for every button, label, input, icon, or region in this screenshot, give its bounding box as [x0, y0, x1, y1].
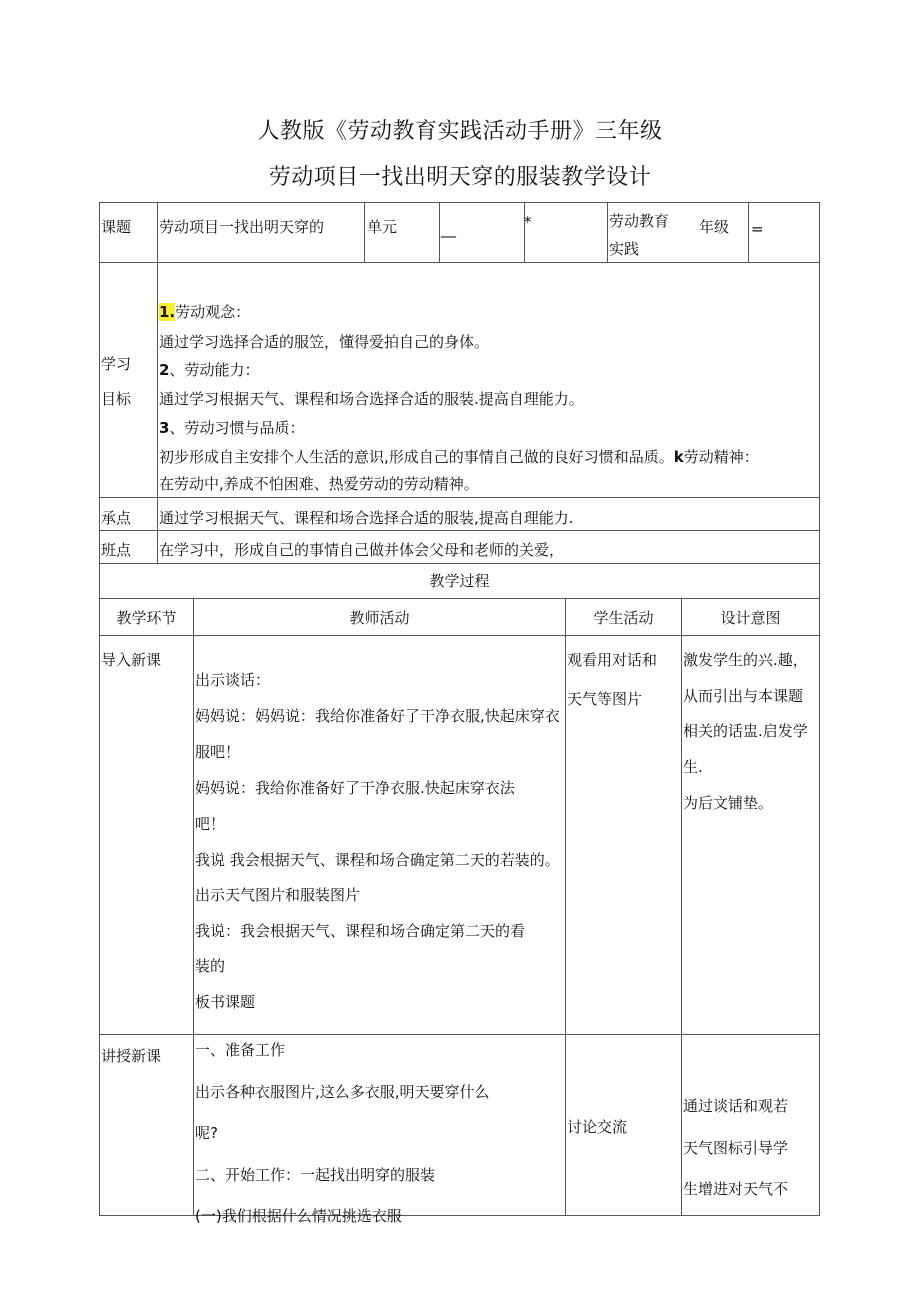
teach-teacher-line: 出示各种衣服图片,这么多衣服,明天要穿什么: [195, 1083, 490, 1101]
teach-teacher-line: 呢?: [195, 1124, 218, 1142]
intro-design-line: 从而引出与本课题: [683, 687, 804, 705]
intro-design-line: 激发学生的兴.趣，: [683, 651, 808, 669]
intro-teacher-line: 妈妈说：妈妈说：我给你准备好了干净衣服,快起床穿衣: [195, 707, 560, 725]
teach-design-line: 通过谈话和观若: [683, 1097, 789, 1115]
teach-teacher-line: 二、开始工作：一起找出明穿的服装: [195, 1166, 436, 1184]
intro-teacher-line: 我说 我会根据天气、课程和场合确定第二天的若装的。: [195, 851, 560, 869]
difficult-point-text: 在学习中，形成自己的事情自己做并体会父母和老师的关爱，: [159, 541, 565, 559]
intro-teacher-line: 妈妈说：我给你准备好了干净衣服.快起床穿衣法: [195, 779, 515, 797]
objective-3-k: k: [673, 448, 684, 466]
intro-teacher-line: 吧！: [195, 815, 226, 833]
teach-stage: 讲授新课: [101, 1047, 162, 1065]
process-header: 教学过程: [429, 572, 490, 590]
teach-teacher-line: (一)我们根据什么情况挑选衣服: [195, 1207, 402, 1225]
intro-student-line: 观看用对话和: [567, 651, 658, 669]
objectives-label-line2: 目标: [101, 390, 132, 408]
objective-2-heading: [159, 361, 259, 379]
col-header-stage: 教学环节: [116, 609, 177, 627]
unit-value: __: [441, 220, 456, 238]
objective-3-text-c: 在劳动中,养成不怕困难、热爱劳动的劳动精神。: [159, 475, 479, 493]
objective-1-heading: [159, 303, 250, 321]
unit-label: 单元: [367, 218, 398, 236]
intro-teacher-line: 装的: [195, 957, 226, 975]
intro-teacher-line: 我说：我会根据天气、课程和场合确定第二天的看: [195, 922, 526, 940]
grade-label: 年级: [699, 218, 730, 236]
intro-design-line: 相关的话盅.启发学: [683, 722, 808, 740]
objective-3-title: 、劳动习惯与品质：: [169, 419, 305, 437]
col-header-student: 学生活动: [593, 609, 654, 627]
col-header-design: 设计意图: [720, 609, 781, 627]
document-title-line1: 人教版《劳动教育实践活动手册》三年级: [257, 119, 663, 144]
teach-design-line: 生增进对天气不: [683, 1180, 789, 1198]
teach-teacher-line: 一、准备工作: [195, 1041, 286, 1059]
objective-3-text-a: 初步形成自主安排个人生活的意识,形成自己的事情自己做的良好习惯和品质。: [159, 448, 674, 466]
intro-stage: 导入新课: [101, 651, 162, 669]
objective-1-number: 1.: [159, 303, 176, 321]
objective-3-text: [159, 448, 759, 466]
objective-1-title: 劳动观念：: [175, 303, 251, 321]
lesson-label: 课题: [101, 218, 132, 236]
subject-line2: 实践: [609, 240, 640, 258]
objective-1-text: 通过学习选择合适的服笠，懂得爱拍自己的身体。: [159, 333, 490, 351]
objective-2-title: 、劳动能力：: [169, 361, 260, 379]
asterisk-mark: *: [524, 213, 532, 231]
intro-design-line: 生.: [683, 758, 703, 776]
objective-2-number: 2: [159, 361, 170, 379]
lesson-value: 劳动项目一找出明天穿的: [159, 218, 325, 236]
key-point-label: 承点: [101, 509, 132, 527]
objective-2-text: 通过学习根据天气、课程和场合选择合适的服装.提高自理能力。: [159, 390, 584, 408]
key-point-text: 通过学习根据天气、课程和场合选择合适的服装,提高自理能力.: [159, 509, 574, 527]
objective-3-text-b: 劳动精神：: [683, 448, 759, 466]
grade-value: =: [751, 220, 764, 238]
objective-3-heading: [159, 419, 304, 437]
intro-design-line: 为后文铺垫。: [683, 794, 774, 812]
teach-teacher-line-clipped: [195, 1207, 402, 1225]
col-header-teacher: 教师活动: [349, 609, 410, 627]
intro-student-line: 天气等图片: [567, 690, 643, 708]
intro-teacher-line: 出示天气图片和服装图片: [195, 886, 361, 904]
objectives-label-line1: 学习: [101, 355, 132, 373]
subject-line1: 劳动教育: [609, 212, 670, 230]
objective-3-number: 3: [159, 419, 170, 437]
intro-teacher-line: 出示谈话：: [195, 671, 271, 689]
intro-teacher-line: 板书课题: [195, 993, 256, 1011]
document-title-line2: 劳动项目一找出明天穿的服装教学设计: [268, 165, 652, 190]
teach-design-line: 天气图标引导学: [683, 1139, 789, 1157]
teach-student-line: 讨论交流: [567, 1118, 628, 1136]
intro-teacher-line: 服吧！: [195, 743, 241, 761]
difficult-point-label: 班点: [101, 541, 132, 559]
